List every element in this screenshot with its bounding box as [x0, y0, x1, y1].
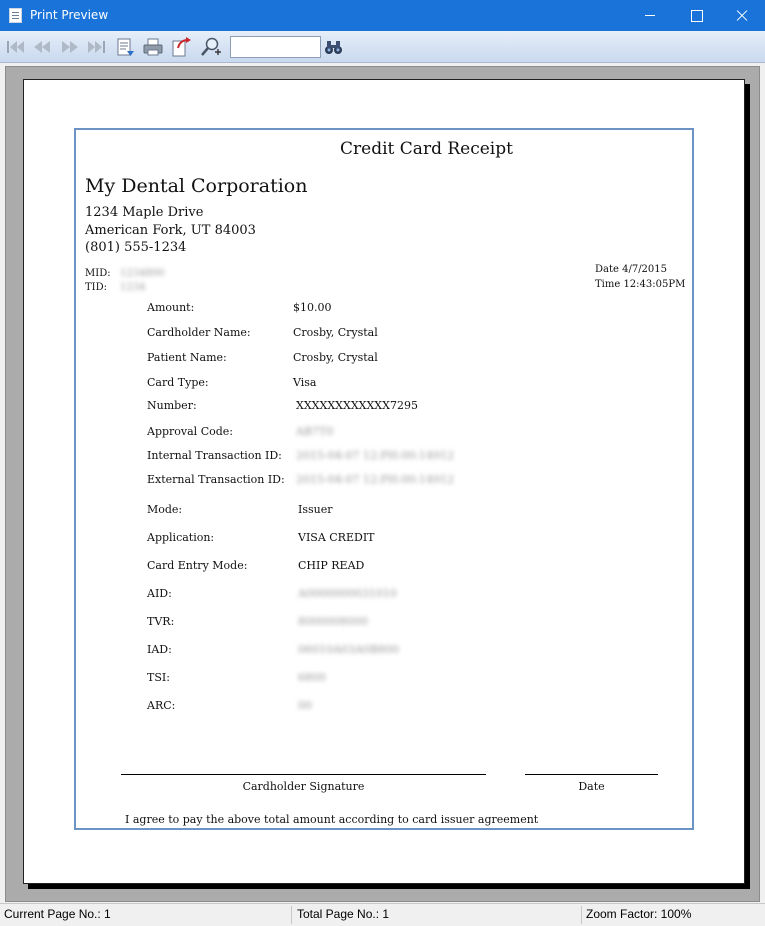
page-setup-icon: [114, 36, 136, 58]
field-value: 6800: [298, 671, 326, 684]
field-label: ARC:: [147, 699, 176, 712]
zoom-input[interactable]: [230, 36, 321, 58]
signature-line: [121, 774, 486, 775]
field-label: Internal Transaction ID:: [147, 449, 282, 462]
export-icon: [170, 36, 192, 58]
receipt-date: Date 4/7/2015: [595, 264, 668, 275]
app-icon: [9, 8, 22, 23]
field-value: XXXXXXXXXXXX7295: [296, 399, 418, 412]
zoom-icon: [200, 36, 222, 58]
field-label: Number:: [147, 399, 197, 412]
field-label: Card Entry Mode:: [147, 559, 248, 572]
title-bar: [0, 0, 765, 31]
agreement-text: I agree to pay the above total amount according to card issuer agreement: [125, 813, 539, 826]
field-value: CHIP READ: [298, 559, 365, 572]
preview-viewport[interactable]: [5, 66, 760, 902]
field-label: Amount:: [147, 301, 195, 314]
field-label: TSI:: [147, 671, 170, 684]
first-page-button[interactable]: [4, 36, 26, 58]
field-label: AID:: [147, 587, 172, 600]
status-bar: [0, 903, 765, 926]
phone-number: (801) 555-1234: [85, 240, 187, 255]
mid-value: 1234890: [120, 268, 165, 279]
maximize-button[interactable]: [673, 0, 719, 31]
last-page-button[interactable]: [86, 36, 108, 58]
status-separator: [581, 906, 582, 924]
field-label: Mode:: [147, 503, 183, 516]
current-page-status: Current Page No.: 1: [4, 907, 111, 921]
close-button[interactable]: [719, 0, 765, 31]
field-value: Crosby, Crystal: [293, 326, 378, 339]
field-value: Visa: [293, 376, 317, 389]
field-value: A0000000031010: [298, 587, 397, 600]
last-page-icon: [86, 36, 108, 58]
date-label: Date: [578, 780, 605, 793]
window-title: Print Preview: [30, 8, 109, 22]
field-value: AB7T0: [296, 425, 334, 438]
company-name: My Dental Corporation: [85, 175, 308, 197]
status-separator: [291, 906, 292, 924]
field-label: Card Type:: [147, 376, 209, 389]
field-label: TVR:: [147, 615, 175, 628]
field-value: 2015-04-07 12:PH:00:14912: [296, 473, 455, 486]
signature-label: Cardholder Signature: [242, 780, 365, 793]
receipt-title: Credit Card Receipt: [340, 139, 513, 159]
field-value: $10.00: [293, 301, 332, 314]
address-line-1: 1234 Maple Drive: [85, 205, 204, 220]
print-button[interactable]: [142, 36, 164, 58]
field-value: Crosby, Crystal: [293, 351, 378, 364]
tid-value: 1234: [120, 282, 146, 293]
field-label: Approval Code:: [147, 425, 233, 438]
receipt-time: Time 12:43:05PM: [595, 279, 686, 290]
toolbar: [0, 31, 765, 63]
first-page-icon: [4, 36, 26, 58]
minimize-button[interactable]: [627, 0, 673, 31]
mid-label: MID:: [85, 268, 111, 279]
field-value: 2015-04-07 12:PH:00:14912: [296, 449, 455, 462]
receipt: [74, 128, 694, 830]
total-page-status: Total Page No.: 1: [297, 907, 390, 921]
field-label: Application:: [147, 531, 215, 544]
address-line-2: American Fork, UT 84003: [85, 223, 256, 238]
field-label: Patient Name:: [147, 351, 227, 364]
printer-icon: [142, 36, 164, 58]
field-value: Issuer: [298, 503, 333, 516]
date-line: [525, 774, 658, 775]
find-button[interactable]: [323, 36, 345, 58]
previous-page-icon: [31, 36, 53, 58]
field-value: 06010A03A0B800: [298, 643, 399, 656]
tid-label: TID:: [85, 282, 108, 293]
zoom-button[interactable]: [200, 36, 222, 58]
field-label: External Transaction ID:: [147, 473, 285, 486]
field-value: VISA CREDIT: [298, 531, 375, 544]
field-value: 00: [298, 699, 312, 712]
page-setup-button[interactable]: [114, 36, 136, 58]
field-label: Cardholder Name:: [147, 326, 251, 339]
export-button[interactable]: [170, 36, 192, 58]
next-page-icon: [59, 36, 81, 58]
field-label: IAD:: [147, 643, 172, 656]
previous-page-button[interactable]: [31, 36, 53, 58]
binoculars-icon: [323, 36, 345, 58]
next-page-button[interactable]: [59, 36, 81, 58]
field-value: 8000008000: [298, 615, 368, 628]
preview-page: [23, 79, 745, 884]
zoom-factor-status: Zoom Factor: 100%: [586, 907, 692, 921]
